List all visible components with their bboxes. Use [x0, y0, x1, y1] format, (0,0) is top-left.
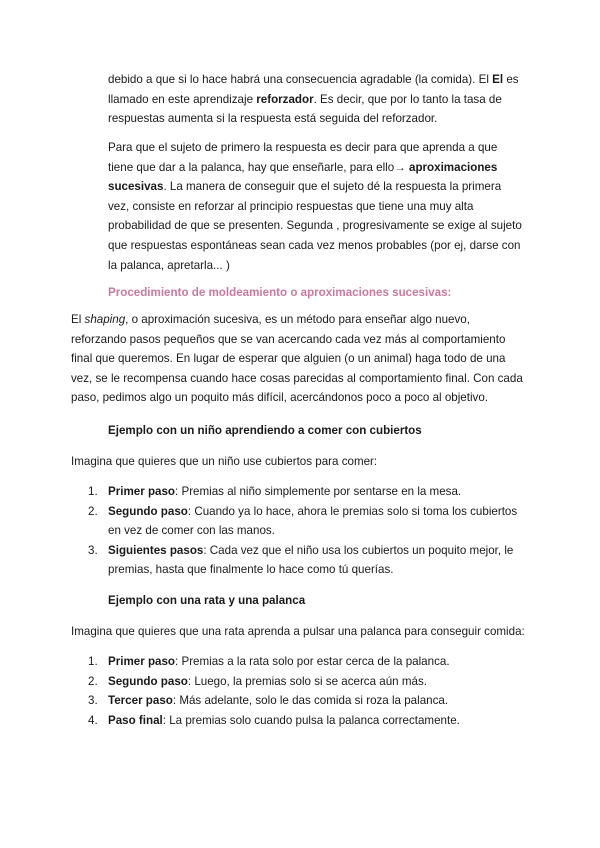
list-number: 1. — [88, 485, 98, 498]
intro-nino: Imagina que quieres que un niño use cubiertos para comer: — [71, 455, 378, 468]
list-item — [88, 541, 518, 580]
step-label: Segundo paso — [108, 674, 188, 688]
step-text: : Más adelante, solo le das comida si roza la palanca. — [172, 694, 449, 708]
list-item — [88, 672, 528, 692]
paragraph-reforzador — [108, 70, 520, 129]
text-run: , o aproximación sucesiva, es un método para enseñar algo nuevo, reforzando pasos pequeños que se van acercando cada vez más al comportamiento final que queremos. En lugar de esperar que alguien (o un animal) haga todo de una vez, se le recompensa cuando hace cosas parecidas al comportamiento final. Con cada paso, pedimos algo un poquito más difícil, acercándonos poco a poco al objetivo. — [71, 313, 523, 405]
section-heading-rata: Ejemplo con una rata y una palanca — [108, 594, 306, 607]
bold-term-aproximaciones: aproximaciones sucesivas — [108, 160, 498, 194]
steps-list-nino — [88, 482, 518, 580]
step-label: Paso final — [108, 713, 163, 727]
list-item — [88, 482, 518, 502]
text-run: es llamado en este aprendizaje — [108, 73, 519, 106]
text-run: Para que el sujeto de primero la respuesta es decir para que aprenda a que tiene que dar a la palanca, hay que enseñarle, para ello→ — [108, 141, 498, 174]
text-run: debido a que si lo hace habrá una consecuencia agradable (la comida). El — [108, 73, 493, 86]
step-text: : Cada vez que el niño usa los cubiertos un poquito mejor, le premias, hasta que finalmente lo hace como tú querías. — [108, 543, 514, 577]
list-number: 3. — [88, 694, 98, 708]
text-run: El — [71, 313, 85, 326]
step-text: : Luego, la premias solo si se acerca aún más. — [187, 674, 427, 688]
section-heading-nino: Ejemplo con un niño aprendiendo a comer con cubiertos — [108, 424, 422, 437]
step-label: Primer paso — [108, 485, 176, 498]
step-label: Tercer paso — [108, 694, 173, 708]
step-label: Segundo paso — [108, 504, 188, 518]
bold-term-reforzador: reforzador — [256, 92, 314, 106]
paragraph-shaping — [71, 310, 523, 408]
list-number: 4. — [88, 713, 98, 727]
italic-term-shaping: shaping — [84, 313, 126, 326]
paragraph-aproximaciones — [108, 138, 523, 275]
section-heading-procedimiento: Procedimiento de moldeamiento o aproximaciones sucesivas: — [108, 286, 452, 299]
step-text: : Cuando ya lo hace, ahora le premias solo si toma los cubiertos en vez de comer con las manos. — [108, 504, 518, 538]
list-item — [88, 652, 528, 672]
text-run: . La manera de conseguir que el sujeto dé la respuesta la primera vez, consiste en reforzar al principio respuestas que tiene una muy alta probabilidad de que se presenten. Segunda , progresivamente se exige al sujeto que respuestas espontáneas sean cada vez menos probables (por ej, darse con la palanca, apretarla... ) — [108, 180, 522, 272]
list-number: 2. — [88, 504, 98, 518]
list-number: 3. — [88, 543, 98, 557]
bold-run: El — [492, 73, 504, 86]
steps-list-rata — [88, 652, 528, 730]
step-text: : La premias solo cuando pulsa la palanca correctamente. — [162, 713, 460, 727]
step-label: Primer paso — [108, 655, 176, 668]
list-item — [88, 691, 528, 711]
list-number: 1. — [88, 655, 98, 668]
list-number: 2. — [88, 674, 98, 688]
list-item — [88, 502, 518, 541]
step-text: : Premias a la rata solo por estar cerca de la palanca. — [175, 655, 450, 668]
step-text: : Premias al niño simplemente por sentarse en la mesa. — [175, 485, 462, 498]
text-run: . Es decir, que por lo tanto la tasa de respuestas aumenta si la respuesta está seguida del reforzador. — [108, 92, 502, 126]
step-label: Siguientes pasos — [108, 543, 204, 557]
list-item — [88, 711, 528, 731]
intro-rata: Imagina que quieres que una rata aprenda a pulsar una palanca para conseguir comida: — [71, 625, 525, 638]
